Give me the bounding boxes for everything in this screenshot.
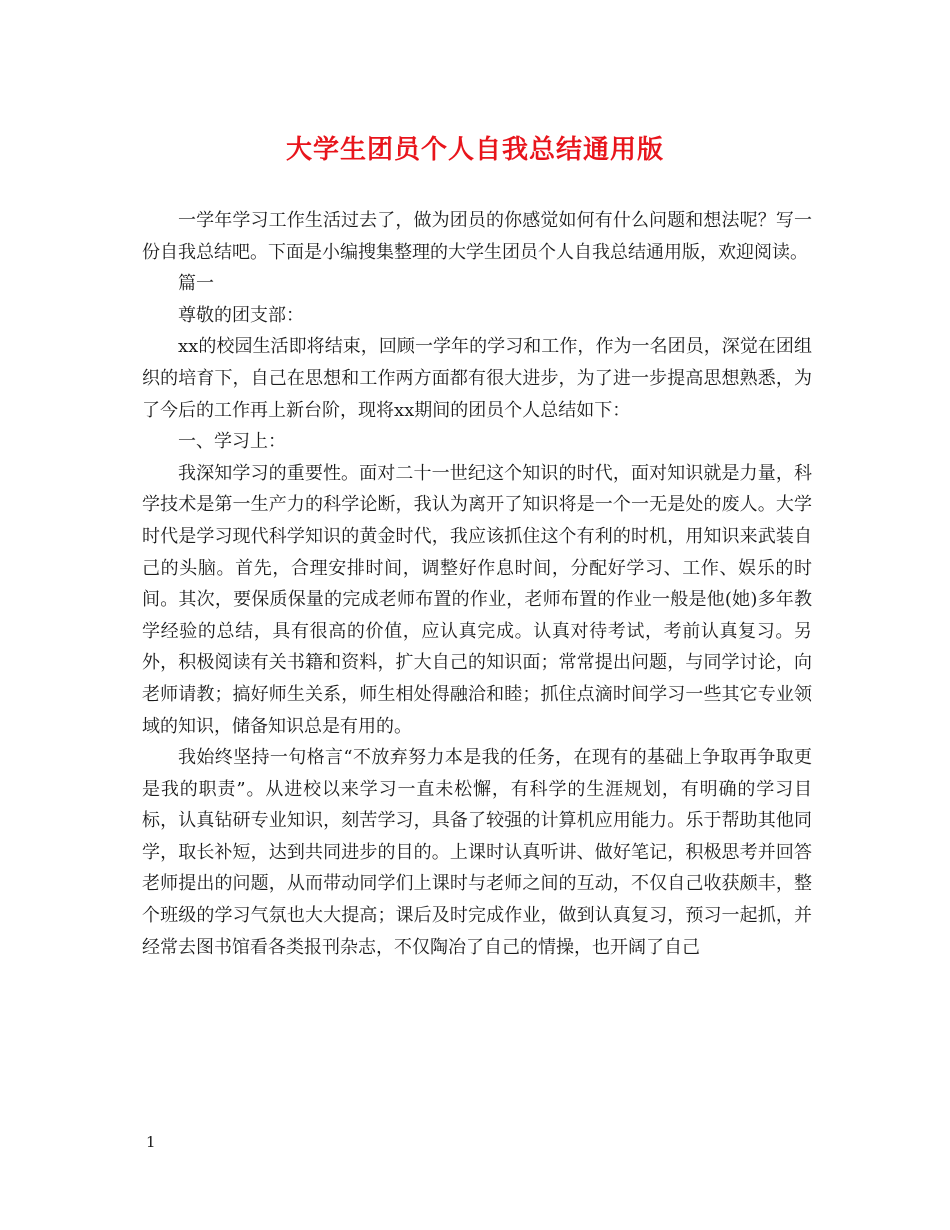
page-number: 1 (146, 1133, 156, 1151)
paragraph-section-label: 篇一 (178, 273, 214, 295)
document-body (142, 205, 812, 963)
paragraph-opening: xx的校园生活即将结束，回顾一学年的学习和工作，作为一名团员，深觉在团组织的培育下，自己在思想和工作两方面都有很大进步，为了进一步提高思想熟悉，为了今后的工作再上新台阶，现将xx期间的团员个人总结如下： (142, 336, 812, 421)
paragraph-salutation: 尊敬的团支部： (178, 304, 304, 326)
paragraph-motto: 我始终坚持一句格言“不放弃努力本是我的任务，在现有的基础上争取再争取更是我的职责”。从进校以来学习一直未松懈，有科学的生涯规划，有明确的学习目标，认真钻研专业知识，刻苦学习，具备了较强的计算机应用能力。乐于帮助其他同学，取长补短，达到共同进步的目的。上课时认真听讲、做好笔记，积极思考并回答老师提出的问题，从而带动同学们上课时与老师之间的互动，不仅自己收获颇丰，整个班级的学习气氛也大大提高；课后及时完成作业，做到认真复习，预习一起抓，并经常去图书馆看各类报刊杂志，不仅陶冶了自己的情操，也开阔了自己 (142, 747, 812, 958)
paragraph-study-importance: 我深知学习的重要性。面对二十一世纪这个知识的时代，面对知识就是力量，科学技术是第一生产力的科学论断，我认为离开了知识将是一个一无是处的废人。大学时代是学习现代科学知识的黄金时代，我应该抓住这个有利的时机，用知识来武装自己的头脑。首先，合理安排时间，调整好作息时间，分配好学习、工作、娱乐的时间。其次，要保质保量的完成老师布置的作业，老师布置的作业一般是他(她)多年教学经验的总结，具有很高的价值，应认真完成。认真对待考试，考前认真复习。另外，积极阅读有关书籍和资料，扩大自己的知识面；常常提出问题，与同学讨论，向老师请教；搞好师生关系，师生相处得融洽和睦；抓住点滴时间学习一些其它专业领域的知识，储备知识总是有用的。 (142, 462, 812, 737)
document-title: 大学生团员个人自我总结通用版 (285, 135, 664, 165)
paragraph-intro: 一学年学习工作生活过去了，做为团员的你感觉如何有什么问题和想法呢？写一份自我总结吧。下面是小编搜集整理的大学生团员个人自我总结通用版，欢迎阅读。 (142, 210, 812, 263)
paragraph-heading-study: 一、学习上： (178, 431, 286, 453)
